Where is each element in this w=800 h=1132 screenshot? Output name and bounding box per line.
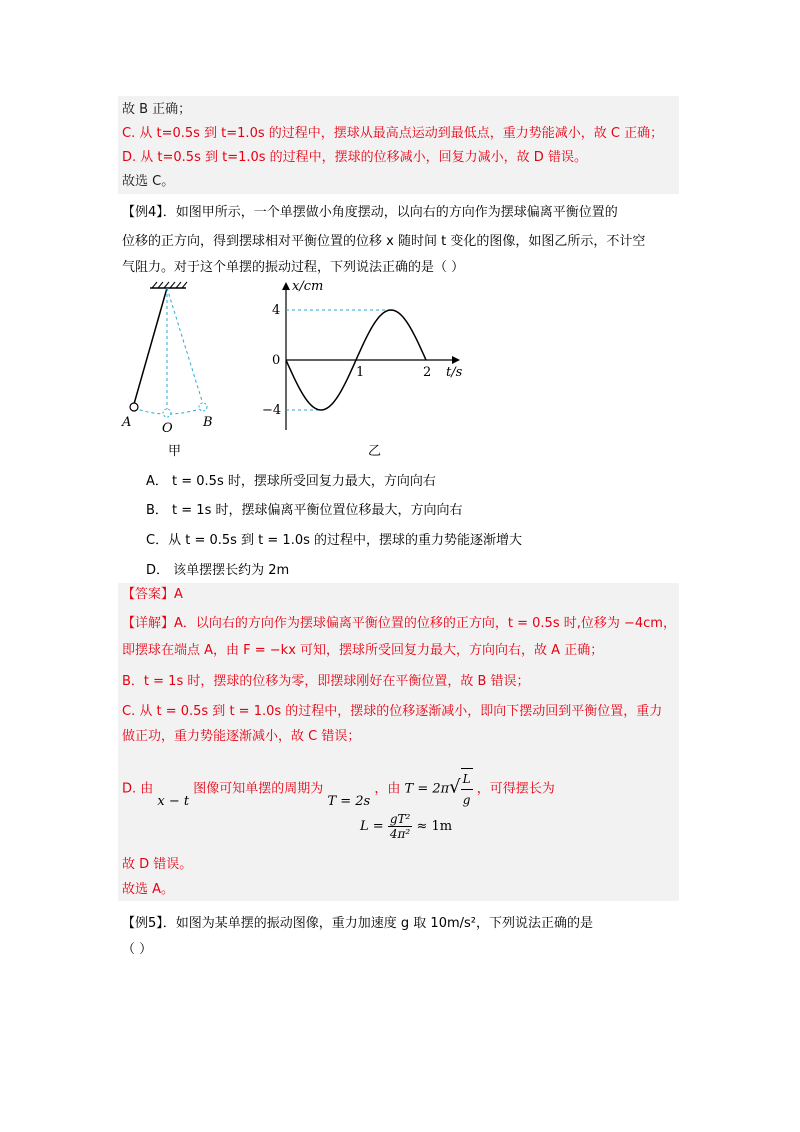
question-stem: 位移的正方向，得到摆球相对平衡位置的位移 x 随时间 t 变化的图像，如图乙所示，不计空 <box>122 234 646 249</box>
detail-line: 即摆球在端点 A，由 F = −kx 可知，摆球所受回复力最大，方向向右，故 A 正确； <box>122 643 604 658</box>
x-axis-label: t/s <box>446 365 463 380</box>
detail-line: B．t = 1s 时，摆球的位移为零，即摆球刚好在平衡位置，故 B 错误； <box>122 674 530 689</box>
detail-text: ，由 <box>374 781 401 797</box>
formula-rhs: ≈ 1m <box>416 819 453 834</box>
xt-graph <box>258 280 478 465</box>
text-line: 故 B 正确； <box>122 102 192 117</box>
tick-0: 0 <box>272 353 281 368</box>
detail-line: 【详解】A．以向右的方向作为摆球偏离平衡位置的位移的正方向，t = 0.5s 时,位移为 −4cm， <box>122 616 676 631</box>
length-formula <box>360 812 452 841</box>
answer-label: 【答案】A <box>122 587 183 602</box>
formula-den: 4π² <box>389 827 411 841</box>
caption-jia: 甲 <box>168 444 182 459</box>
question-stem: 气阻力。对于这个单摆的振动过程，下列说法正确的是（ ） <box>122 260 465 275</box>
question-stem: （ ） <box>122 942 153 957</box>
caption-yi: 乙 <box>368 444 382 459</box>
formula-den-g: g <box>462 793 471 807</box>
detail-text: ，可得摆长为 <box>476 781 555 797</box>
question-stem: 【例5】．如图为某单摆的振动图像，重力加速度 g 取 10m/s²，下列说法正确的是 <box>122 916 593 931</box>
label-b: B <box>203 415 213 430</box>
tick-neg4: −4 <box>262 403 282 418</box>
option-c: C．从 t = 0.5s 到 t = 1.0s 的过程中，摆球的重力势能逐渐增大 <box>146 533 523 548</box>
text-line: C. 从 t=0.5s 到 t=1.0s 的过程中，摆球从最高点运动到最低点，重力势能减小，故 C 正确； <box>122 126 664 141</box>
label-a: A <box>122 415 132 430</box>
question-stem: 【例4】．如图甲所示，一个单摆做小角度摆动，以向右的方向作为摆球偏离平衡位置的 <box>122 205 618 220</box>
formula-num: gT² <box>389 812 411 826</box>
period-value: T = 2s <box>327 793 371 809</box>
label-o: O <box>162 421 173 436</box>
text-line: D. 从 t=0.5s 到 t=1.0s 的过程中，摆球的位移减小，回复力减小，故 D 错误。 <box>122 150 587 165</box>
detail-text: D. 由 <box>122 781 154 797</box>
xt-symbol: x − t <box>157 793 190 809</box>
detail-line: 故 D 错误。 <box>122 857 193 872</box>
text-line: 故选 C。 <box>122 174 175 189</box>
formula-lhs: L = <box>360 819 384 834</box>
detail-line-d: D. 由 x − t 图像可知单摆的周期为 T = 2s ，由 T = 2π√ $\frac{L}{g}$ ，可得摆长为 <box>122 768 555 810</box>
detail-text: 图像可知单摆的周期为 <box>193 781 324 797</box>
period-formula: T = 2π <box>404 781 450 797</box>
tick-1: 1 <box>356 365 365 380</box>
y-axis-label: x/cm <box>292 280 324 294</box>
detail-line: 做正功，重力势能逐渐减小，故 C 错误； <box>122 729 361 744</box>
pendulum-figure <box>110 280 230 460</box>
tick-4: 4 <box>272 303 281 318</box>
option-b: B． t = 1s 时，摆球偏离平衡位置位移最大，方向向右 <box>146 503 463 518</box>
option-d: D． 该单摆摆长约为 2m <box>146 563 290 578</box>
formula-num-L: L <box>461 769 473 790</box>
option-a: A． t = 0.5s 时，摆球所受回复力最大，方向向右 <box>146 474 436 489</box>
tick-2: 2 <box>423 365 432 380</box>
detail-line: C. 从 t = 0.5s 到 t = 1.0s 的过程中，摆球的位移逐渐减小，即向下摆动回到平衡位置，重力 <box>122 704 663 719</box>
choose-line: 故选 A。 <box>122 882 175 897</box>
answer-shade-top <box>118 96 679 194</box>
